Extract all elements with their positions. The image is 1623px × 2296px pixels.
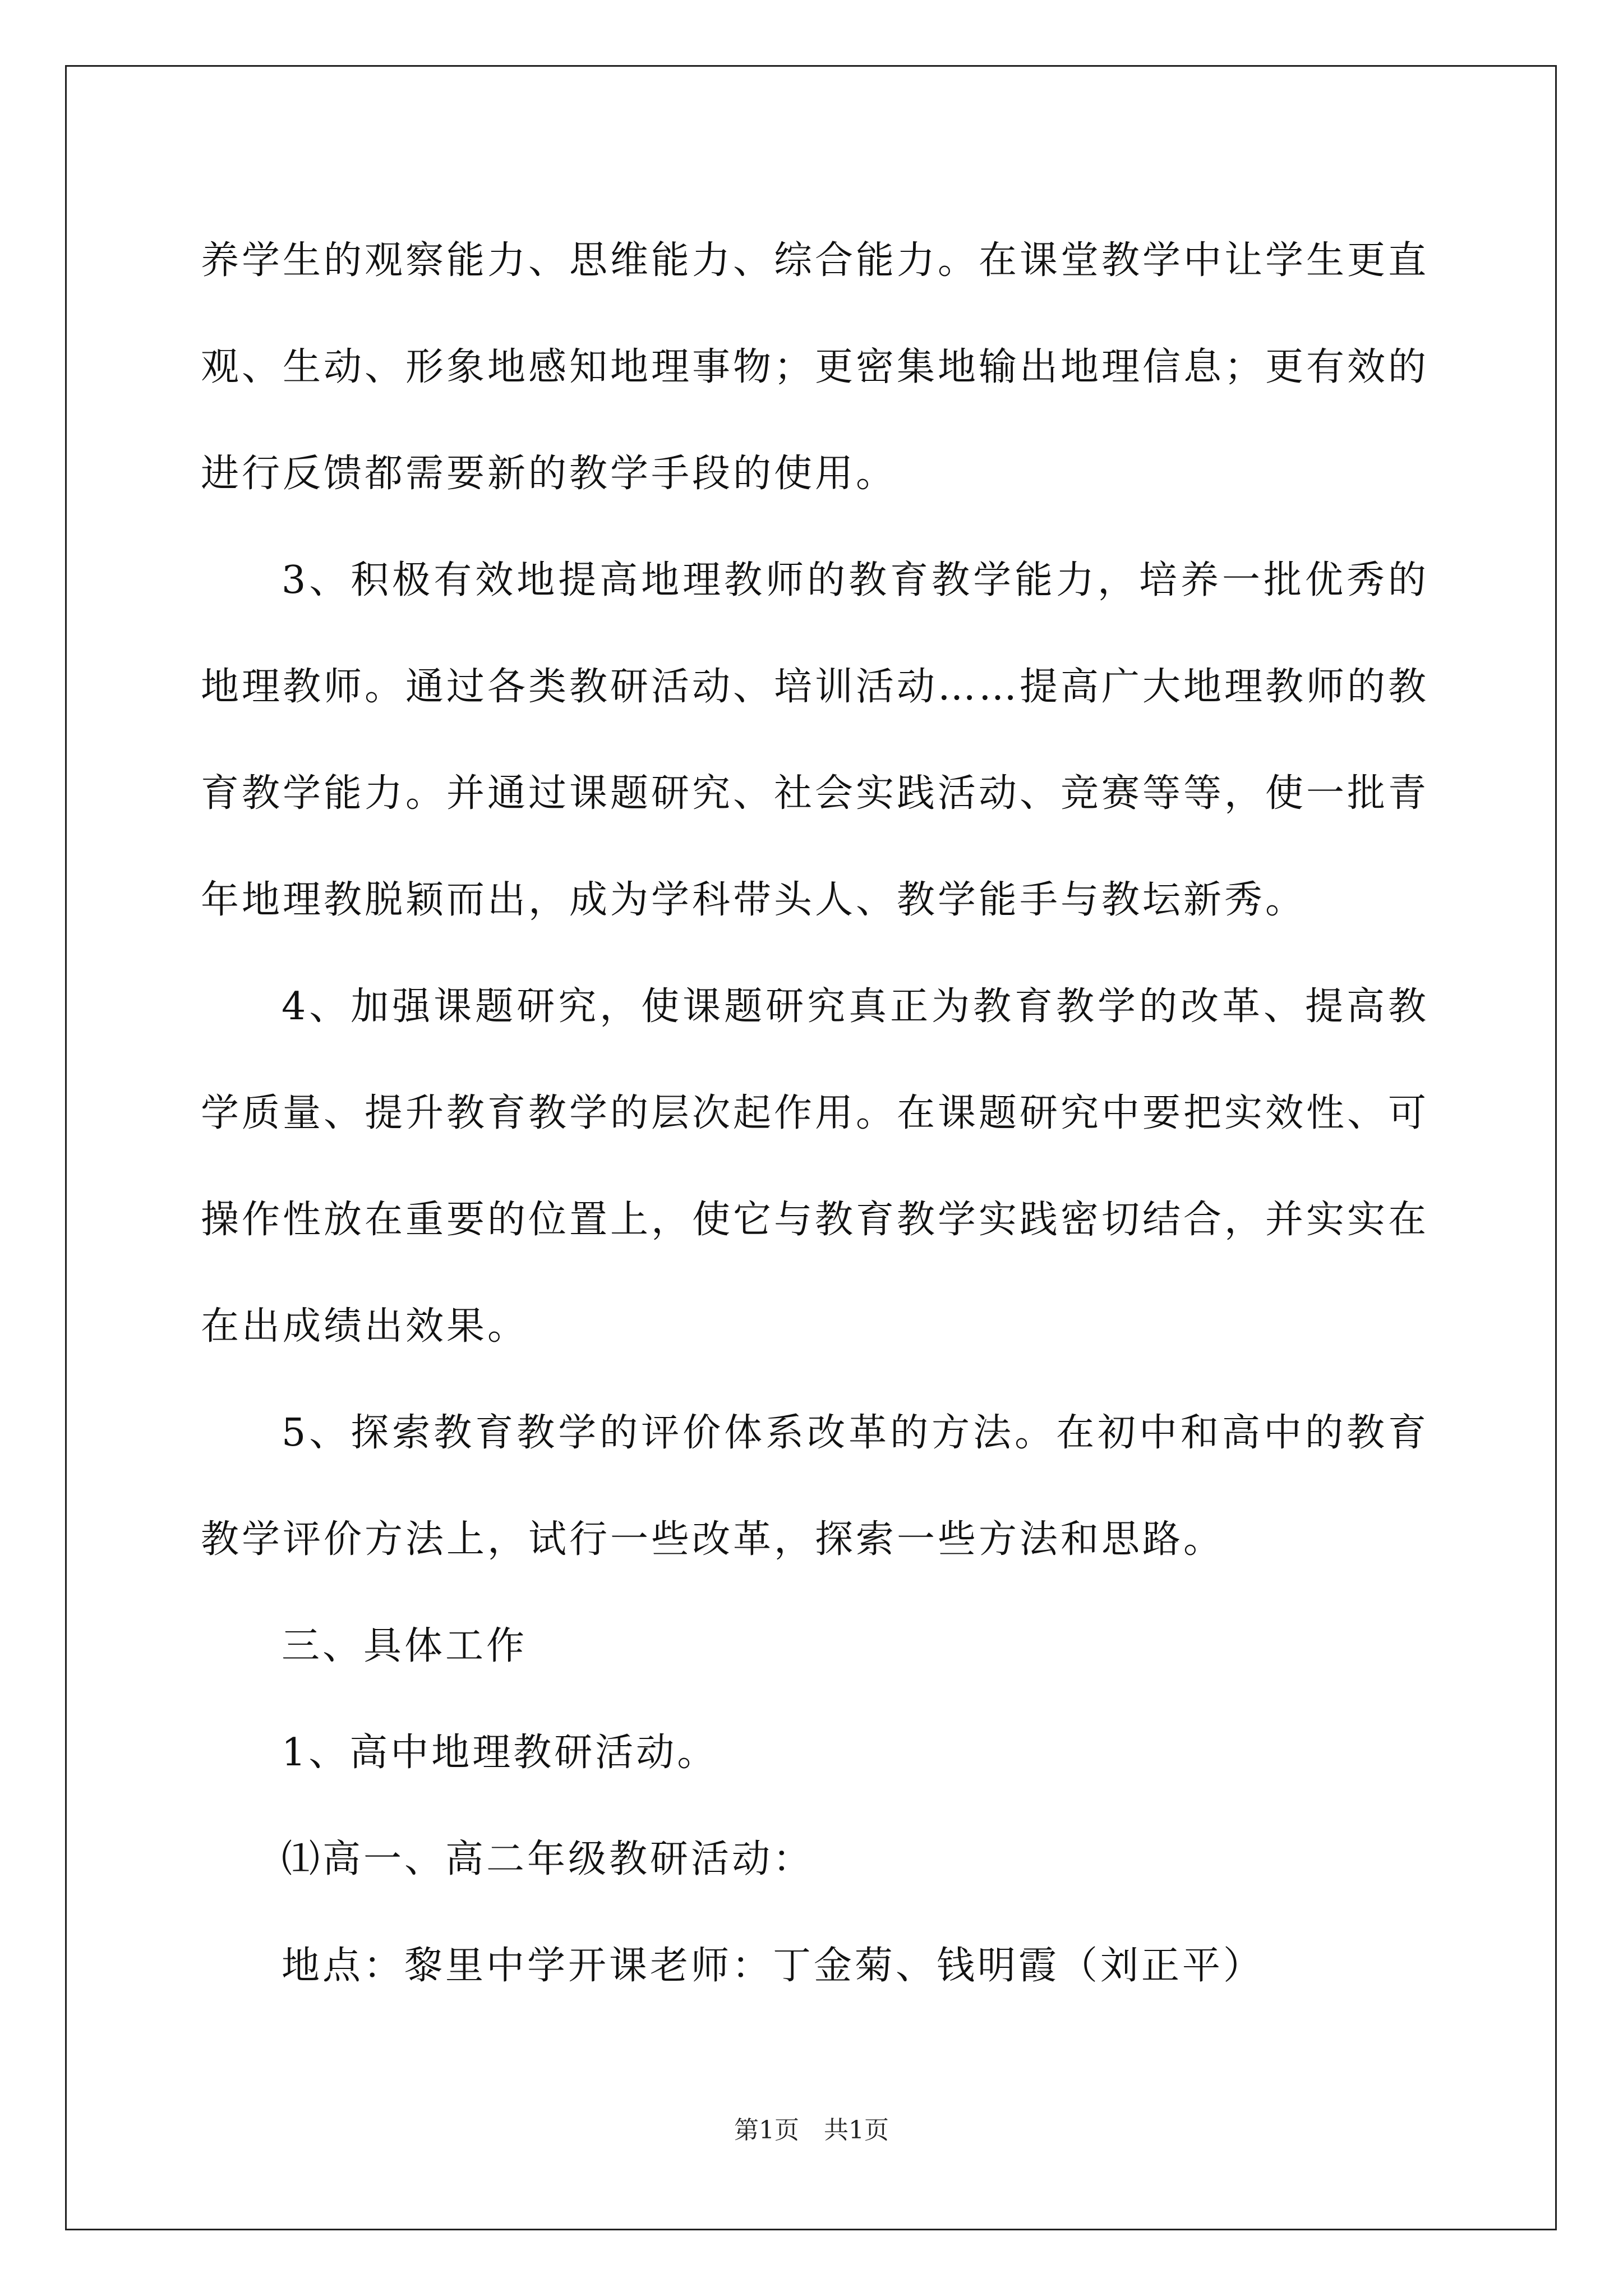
paragraph-3: 4、加强课题研究，使课题研究真正为教育教学的改革、提高教学质量、提升教育教学的层次起作用。在课题研究中要把实效性、可操作性放在重要的位置上，使它与教育教学实践密切结合，并实实在在出成绩出效果。 bbox=[201, 984, 1430, 1349]
paragraph-4: 5、探索教育教学的评价体系改革的方法。在初中和高中的教育教学评价方法上，试行一些改革，探索一些方法和思路。 bbox=[201, 1411, 1429, 1562]
location-line: 地点：黎里中学开课老师：丁金菊、钱明霞（刘正平） bbox=[282, 1944, 1265, 1988]
sub-item-heading: ⑴高一、高二年级教研活动： bbox=[282, 1837, 814, 1881]
section-heading: 三、具体工作 bbox=[282, 1624, 528, 1668]
item-heading: 1、高中地理教研活动。 bbox=[282, 1731, 718, 1775]
paragraph-1: 养学生的观察能力、思维能力、综合能力。在课堂教学中让学生更直观、生动、形象地感知地理事物；更密集地输出地理信息；更有效的进行反馈都需要新的教学手段的使用。 bbox=[201, 238, 1430, 496]
page-footer: 第1页 共1页 bbox=[734, 2116, 889, 2145]
paragraph-2: 3、积极有效地提高地理教师的教育教学能力，培养一批优秀的地理教师。通过各类教研活动、培训活动……提高广大地理教师的教育教学能力。并通过课题研究、社会实践活动、竞赛等等，使一批青年地理教脱颖而出，成为学科带头人、教学能手与教坛新秀。 bbox=[201, 558, 1430, 922]
document-body bbox=[201, 208, 1429, 2019]
